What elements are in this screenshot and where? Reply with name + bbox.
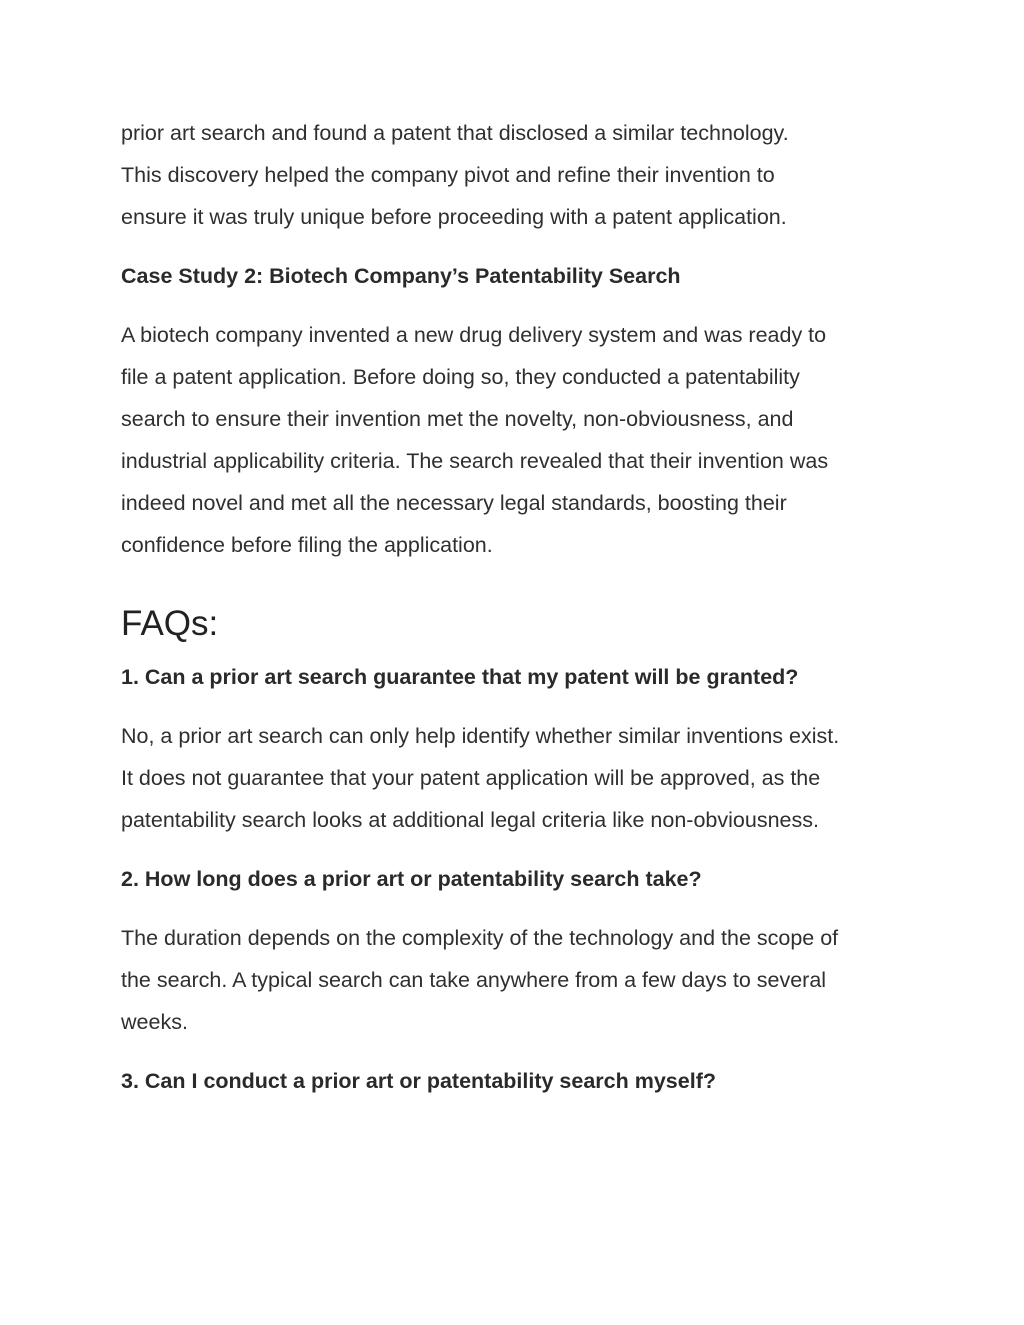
faq-2-answer-line-3: weeks. [121, 1010, 188, 1034]
case-study-line-3: search to ensure their invention met the novelty, non-obviousness, and [121, 407, 794, 431]
faq-1-answer-line-3: patentability search looks at additional legal criteria like non-obviousness. [121, 808, 819, 832]
intro-line-2: This discovery helped the company pivot and refine their invention to [121, 163, 775, 187]
case-study-2-heading: Case Study 2: Biotech Company’s Patentability Search [121, 264, 681, 288]
faq-1-answer-line-1: No, a prior art search can only help identify whether similar inventions exist. [121, 724, 840, 748]
document-page [121, 112, 921, 1102]
faq-2-answer-line-1: The duration depends on the complexity of the technology and the scope of [121, 926, 839, 950]
faq-3-question: 3. Can I conduct a prior art or patentability search myself? [121, 1069, 716, 1093]
case-study-2-paragraph [121, 314, 921, 566]
intro-paragraph [121, 112, 921, 238]
faq-2-question: 2. How long does a prior art or patentability search take? [121, 867, 702, 891]
case-study-line-4: industrial applicability criteria. The search revealed that their invention was [121, 449, 829, 473]
case-study-line-1: A biotech company invented a new drug delivery system and was ready to [121, 323, 827, 347]
faq-1-question: 1. Can a prior art search guarantee that my patent will be granted? [121, 665, 799, 689]
faq-2-answer [121, 917, 921, 1043]
case-study-line-6: confidence before filing the application. [121, 533, 493, 557]
faqs-title: FAQs: [121, 604, 219, 643]
faq-1-answer [121, 715, 921, 841]
faq-2-answer-line-2: the search. A typical search can take anywhere from a few days to several [121, 968, 827, 992]
case-study-line-2: file a patent application. Before doing so, they conducted a patentability [121, 365, 800, 389]
case-study-line-5: indeed novel and met all the necessary legal standards, boosting their [121, 491, 787, 515]
intro-line-1: prior art search and found a patent that disclosed a similar technology. [121, 121, 789, 145]
faq-1-answer-line-2: It does not guarantee that your patent application will be approved, as the [121, 766, 821, 790]
intro-line-3: ensure it was truly unique before proceeding with a patent application. [121, 205, 787, 229]
